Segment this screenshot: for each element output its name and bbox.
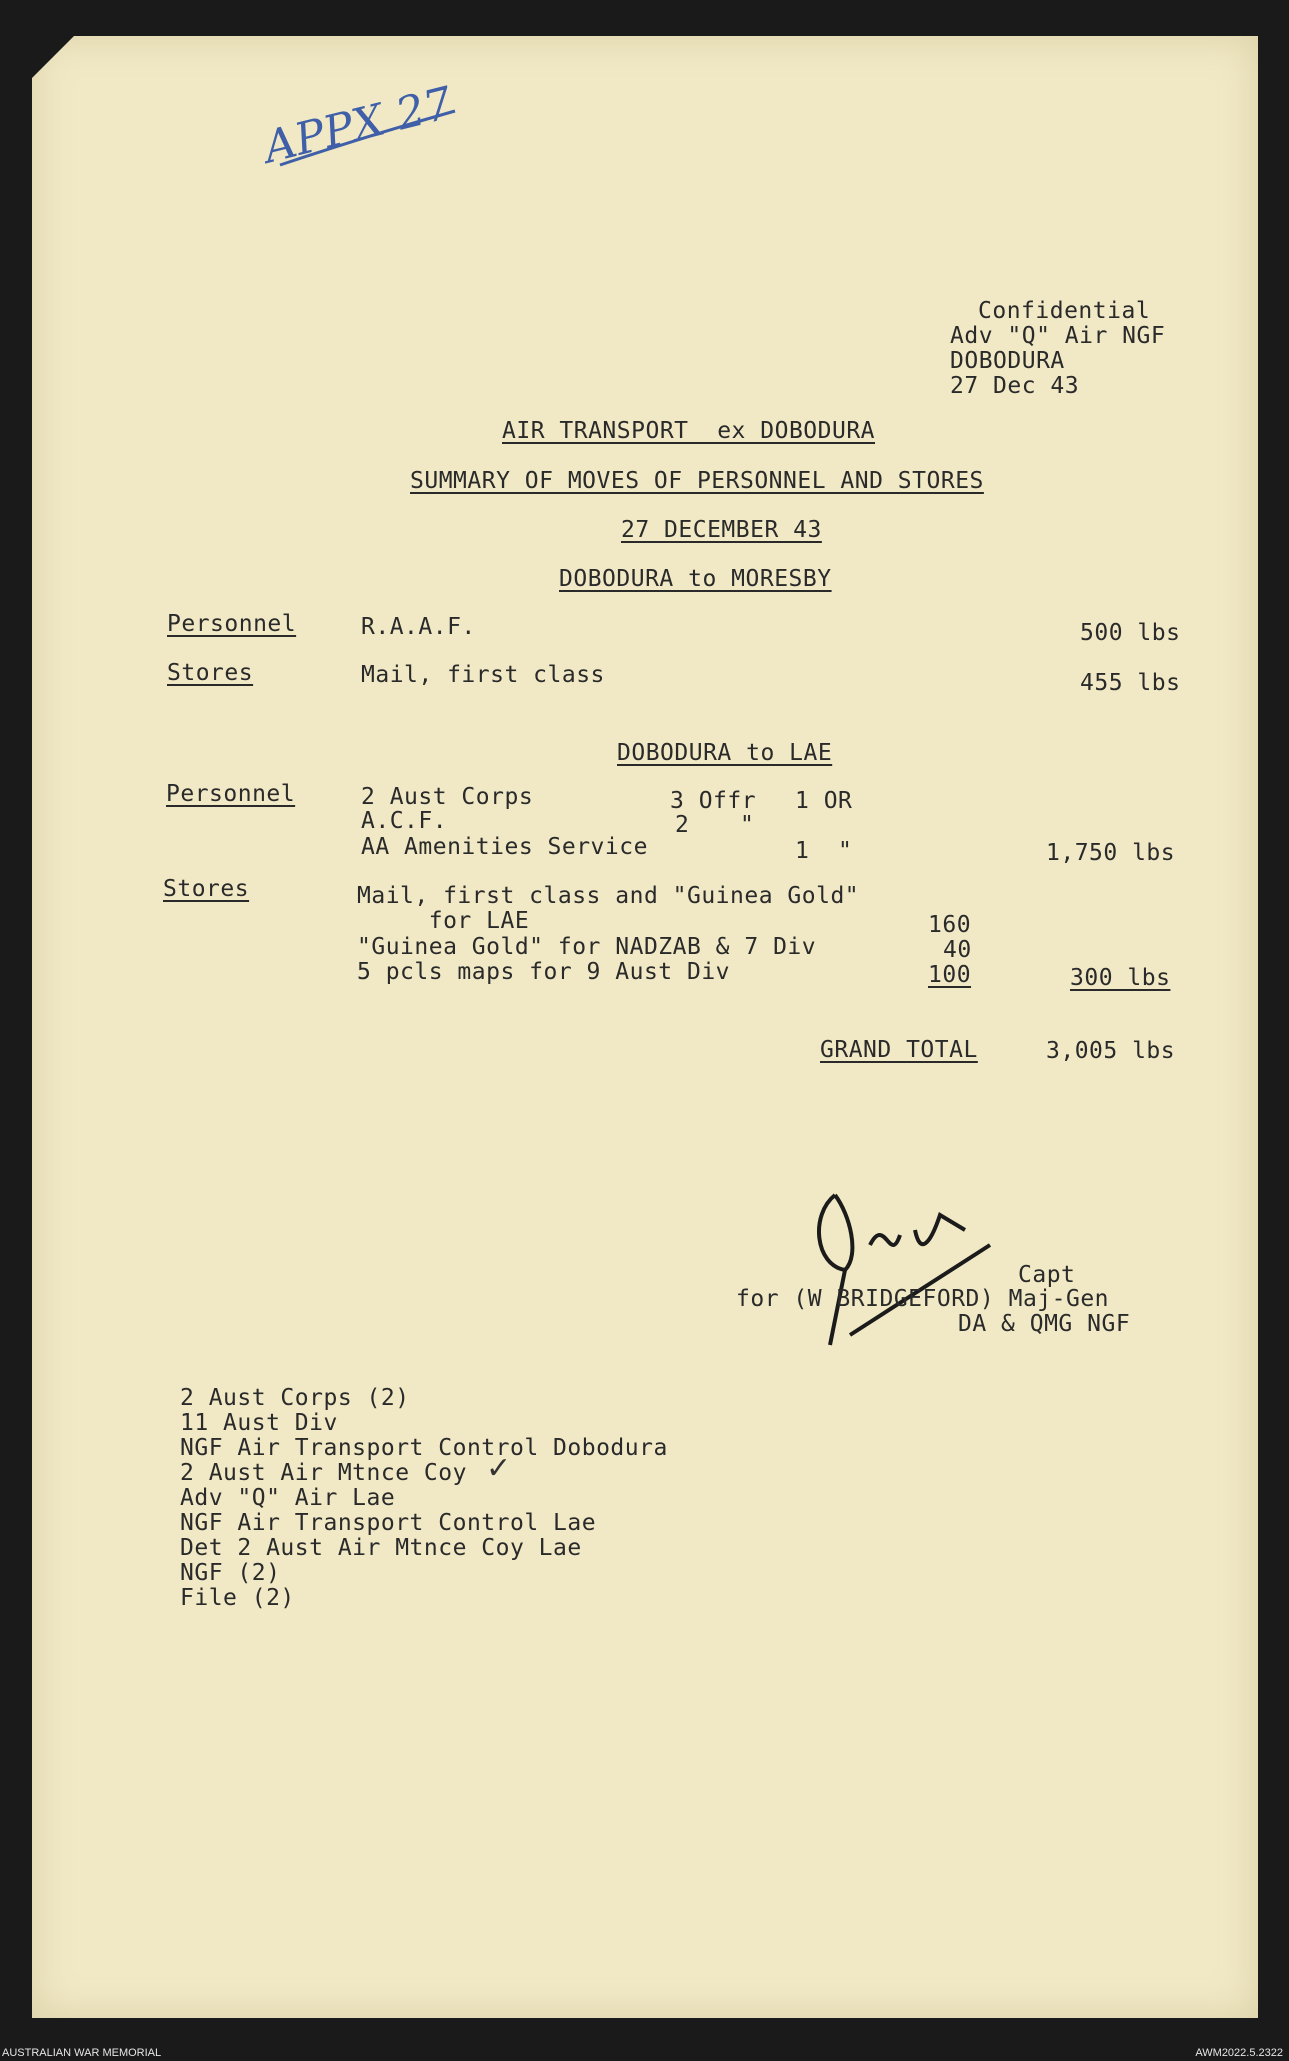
distribution-item: NGF Air Transport Control Dobodura [180,1435,668,1461]
header-date: 27 Dec 43 [950,373,1080,399]
stores-row-qty: 100 [928,962,972,988]
section1-stores-desc: Mail, first class [361,662,605,688]
personnel-row-name: 2 Aust Corps [361,784,534,810]
title-line-1: AIR TRANSPORT ex DOBODURA [502,418,876,444]
distribution-item: NGF (2) [180,1560,281,1586]
stores-row-desc: "Guinea Gold" for NADZAB & 7 Div [357,934,817,960]
section2-personnel-weight: 1,750 lbs [1046,840,1176,866]
personnel-row-name: A.C.F. [361,808,448,834]
personnel-row-a: 3 Offr [670,788,757,814]
checkmark-icon: ✓ [486,1451,512,1486]
stores-row-desc: Mail, first class and "Guinea Gold" [357,883,860,909]
annotation-underline [270,105,470,175]
footer-source: AUSTRALIAN WAR MEMORIAL [2,2047,162,2059]
distribution-item: 2 Aust Corps (2) [180,1385,410,1411]
signature-rank: Capt [1018,1262,1076,1288]
section1-personnel-weight: 500 lbs [1080,620,1181,646]
distribution-item: NGF Air Transport Control Lae [180,1510,597,1536]
distribution-item: 11 Aust Div [180,1410,338,1436]
section1-heading: DOBODURA to MORESBY [559,566,832,592]
stores-row-qty: 40 [943,937,972,963]
section1-stores-weight: 455 lbs [1080,670,1181,696]
footer-accession: AWM2022.5.2322 [1195,2047,1283,2059]
grand-total-value: 3,005 lbs [1046,1038,1176,1064]
distribution-item: 2 Aust Air Mtnce Coy [180,1460,467,1486]
distribution-item: Det 2 Aust Air Mtnce Coy Lae [180,1535,582,1561]
personnel-row-a: 2 [675,812,690,838]
section2-heading: DOBODURA to LAE [617,740,833,766]
unit: Adv "Q" Air NGF [950,323,1166,349]
handwritten-annotation: APPX 27 [258,77,458,174]
section2-stores-weight: 300 lbs [1070,965,1171,991]
location: DOBODURA [950,348,1065,374]
personnel-row-b: 1 " [795,838,853,864]
stores-row-desc: for LAE [357,908,530,934]
folded-corner [32,36,74,78]
personnel-row-name: AA Amenities Service [361,834,648,860]
stores-row-desc: 5 pcls maps for 9 Aust Div [357,959,731,985]
distribution-item: File (2) [180,1585,295,1611]
section1-personnel-desc: R.A.A.F. [361,614,476,640]
title-line-3: 27 DECEMBER 43 [621,517,822,543]
section2-personnel-label: Personnel [166,781,296,807]
section1-stores-label: Stores [167,660,254,686]
section2-stores-label: Stores [163,876,250,902]
classification: Confidential [978,298,1151,324]
stores-row-qty: 160 [928,912,972,938]
personnel-row-b: 1 OR [795,788,853,814]
grand-total-label: GRAND TOTAL [820,1037,978,1063]
signature-title: DA & QMG NGF [958,1311,1131,1337]
section1-personnel-label: Personnel [167,611,297,637]
title-line-2: SUMMARY OF MOVES OF PERSONNEL AND STORES [410,468,984,494]
distribution-item: Adv "Q" Air Lae [180,1485,396,1511]
personnel-row-b: " [740,812,755,838]
signature-line: for (W BRIDGEFORD) Maj-Gen [736,1286,1110,1312]
